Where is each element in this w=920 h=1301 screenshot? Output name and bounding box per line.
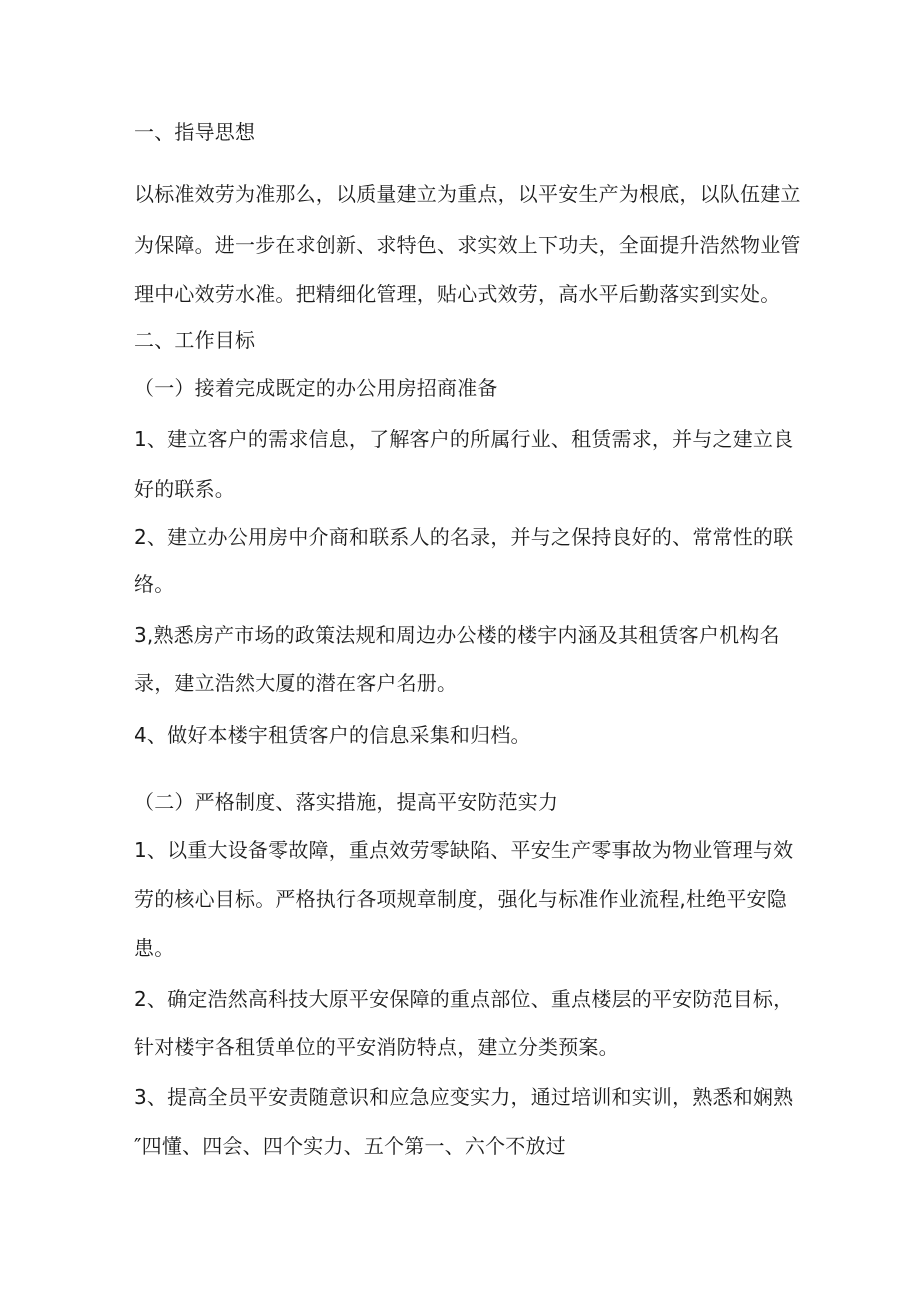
paragraph-line: 为保障。进一步在求创新、求特色、求实效上下功夫，全面提升浩然物业管 <box>134 233 801 257</box>
subsection-heading-leasing: （一）接着完成既定的办公用房招商准备 <box>134 376 498 400</box>
list-item-line: 4、做好本楼宇租赁客户的信息采集和归档。 <box>134 723 531 747</box>
section-heading-guiding-ideology: 一、指导思想 <box>134 120 256 144</box>
subsection-heading-safety: （二）严格制度、落实措施，提高平安防范实力 <box>134 790 559 814</box>
list-item-line: 3、提高全员平安责随意识和应急应变实力，通过培训和实训，熟悉和娴熟 <box>134 1085 794 1109</box>
section-heading-work-goals: 二、工作目标 <box>134 328 256 352</box>
list-item-line: 2、确定浩然高科技大原平安保障的重点部位、重点楼层的平安防范目标， <box>134 987 794 1011</box>
list-item-line: 好的联系。 <box>134 477 235 501</box>
list-item-line: 2、建立办公用房中介商和联系人的名录，并与之保持良好的、常常性的联 <box>134 525 794 549</box>
list-item-line: 录，建立浩然大厦的潜在客户名册。 <box>134 671 458 695</box>
list-item-line: ″四懂、四会、四个实力、五个第一、六个不放过 <box>134 1134 566 1158</box>
paragraph-line: 理中心效劳水准。把精细化管理，贴心式效劳，高水平后勤落实到实处。 <box>134 282 781 306</box>
list-item-line: 1、以重大设备零故障，重点效劳零缺陷、平安生产零事故为物业管理与效 <box>134 838 794 862</box>
list-item-line: 1、建立客户的需求信息，了解客户的所属行业、租赁需求，并与之建立良 <box>134 427 794 451</box>
list-item-line: 劳的核心目标。严格执行各项规章制度，强化与标准作业流程,杜绝平安隐 <box>134 887 787 911</box>
list-item-line: 患。 <box>134 936 175 960</box>
list-item-line: 3,熟悉房产市场的政策法规和周边办公楼的楼宇内涵及其租赁客户机构名 <box>134 623 780 647</box>
paragraph-line: 以标准效劳为准那么，以质量建立为重点，以平安生产为根底，以队伍建立 <box>134 182 801 206</box>
list-item-line: 络。 <box>134 572 175 596</box>
list-item-line: 针对楼宇各租赁单位的平安消防特点，建立分类预案。 <box>134 1035 619 1059</box>
